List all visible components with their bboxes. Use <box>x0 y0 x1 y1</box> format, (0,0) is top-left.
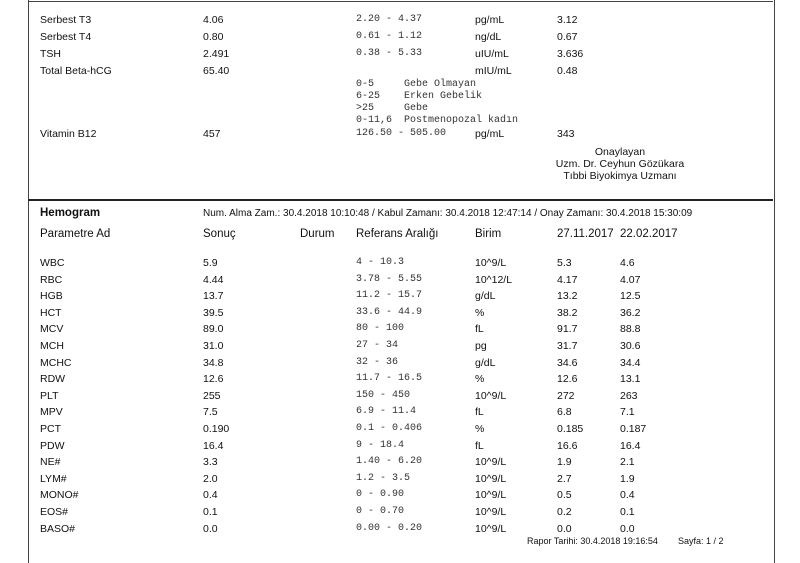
param-prev1: 0.0 <box>557 523 572 535</box>
approver-title: Tıbbi Biyokimya Uzmanı <box>563 170 677 182</box>
param-ref: 0.00 - 0.20 <box>356 523 423 534</box>
test-prev: 0.67 <box>557 31 578 43</box>
param-prev2: 0.4 <box>620 489 635 501</box>
test-ref: 0.38 - 5.33 <box>356 48 423 59</box>
col-header-param: Parametre Ad <box>40 228 111 240</box>
test-unit: ng/dL <box>475 31 502 43</box>
param-prev2: 88.8 <box>620 323 641 335</box>
test-unit: pg/mL <box>475 14 505 26</box>
param-prev2: 4.07 <box>620 274 641 286</box>
param-name: MPV <box>40 406 63 418</box>
approval-label: Onaylayan <box>594 146 646 158</box>
test-ref: 0.61 - 1.12 <box>356 31 423 42</box>
param-name: BASO# <box>40 523 76 535</box>
test-result: 457 <box>203 128 221 140</box>
hcg-ref-line: 0-11,6 Postmenopozal kadın <box>356 115 519 126</box>
param-name: MONO# <box>40 489 79 501</box>
param-unit: % <box>475 373 485 385</box>
param-unit: 10^9/L <box>475 506 507 518</box>
param-result: 0.4 <box>203 489 218 501</box>
param-prev2: 263 <box>620 390 638 402</box>
param-ref: 0.1 - 0.406 <box>356 423 423 434</box>
param-name: HGB <box>40 290 63 302</box>
param-unit: 10^9/L <box>475 456 507 468</box>
param-name: PLT <box>40 390 59 402</box>
param-unit: g/dL <box>475 357 496 369</box>
param-name: NE# <box>40 456 61 468</box>
test-ref: 2.20 - 4.37 <box>356 14 423 25</box>
test-prev: 0.48 <box>557 65 578 77</box>
param-ref: 33.6 - 44.9 <box>356 307 423 318</box>
param-prev2: 0.1 <box>620 506 635 518</box>
col-header-result: Sonuç <box>203 228 236 240</box>
param-name: MCHC <box>40 357 72 369</box>
hcg-ref-line: 0-5 Gebe Olmayan <box>356 79 477 90</box>
param-prev2: 0.0 <box>620 523 635 535</box>
approver-name: Uzm. Dr. Ceyhun Gözükara <box>555 158 685 170</box>
param-prev2: 4.6 <box>620 257 635 269</box>
param-result: 13.7 <box>203 290 224 302</box>
param-name: HCT <box>40 307 62 319</box>
sample-times: Num. Alma Zam.: 30.4.2018 10:10:48 / Kabul Zamanı: 30.4.2018 12:47:14 / Onay Zamanı: 30.4.2018 15:30:09 <box>203 208 693 219</box>
param-result: 34.8 <box>203 357 224 369</box>
param-result: 4.44 <box>203 274 224 286</box>
hcg-ref-line: 6-25 Erken Gebelik <box>356 91 483 102</box>
param-ref: 0 - 0.70 <box>356 506 405 517</box>
param-prev2: 13.1 <box>620 373 641 385</box>
col-header-date1: 27.11.2017 <box>557 228 614 240</box>
param-ref: 32 - 36 <box>356 357 399 368</box>
test-result: 2.491 <box>203 48 230 60</box>
param-prev2: 7.1 <box>620 406 635 418</box>
param-unit: % <box>475 307 485 319</box>
param-prev2: 16.4 <box>620 440 641 452</box>
param-result: 16.4 <box>203 440 224 452</box>
param-result: 5.9 <box>203 257 218 269</box>
col-header-ref: Referans Aralığı <box>356 228 439 240</box>
param-result: 3.3 <box>203 456 218 468</box>
param-result: 0.190 <box>203 423 230 435</box>
param-unit: 10^9/L <box>475 489 507 501</box>
col-header-unit: Birim <box>475 228 502 240</box>
param-prev1: 2.7 <box>557 473 572 485</box>
param-result: 255 <box>203 390 221 402</box>
param-ref: 3.78 - 5.55 <box>356 274 423 285</box>
param-unit: fL <box>475 440 484 452</box>
test-prev: 343 <box>557 128 575 140</box>
param-result: 89.0 <box>203 323 224 335</box>
param-ref: 1.40 - 6.20 <box>356 456 423 467</box>
param-unit: 10^12/L <box>475 274 513 286</box>
param-unit: 10^9/L <box>475 390 507 402</box>
param-prev1: 31.7 <box>557 340 578 352</box>
param-prev1: 6.8 <box>557 406 572 418</box>
param-result: 0.0 <box>203 523 218 535</box>
param-prev2: 12.5 <box>620 290 641 302</box>
test-name: Vitamin B12 <box>40 128 97 140</box>
param-name: EOS# <box>40 506 69 518</box>
param-ref: 80 - 100 <box>356 323 405 334</box>
param-prev2: 30.6 <box>620 340 641 352</box>
test-unit: pg/mL <box>475 128 505 140</box>
param-result: 31.0 <box>203 340 224 352</box>
param-ref: 0 - 0.90 <box>356 489 405 500</box>
test-prev: 3.636 <box>557 48 584 60</box>
param-unit: 10^9/L <box>475 473 507 485</box>
param-name: WBC <box>40 257 65 269</box>
param-unit: 10^9/L <box>475 523 507 535</box>
test-name: Total Beta-hCG <box>40 65 112 77</box>
top-border <box>28 1 773 2</box>
param-ref: 27 - 34 <box>356 340 399 351</box>
param-unit: 10^9/L <box>475 257 507 269</box>
param-prev1: 16.6 <box>557 440 578 452</box>
param-prev2: 2.1 <box>620 456 635 468</box>
param-prev1: 1.9 <box>557 456 572 468</box>
param-prev1: 91.7 <box>557 323 578 335</box>
param-prev1: 38.2 <box>557 307 578 319</box>
param-unit: fL <box>475 323 484 335</box>
param-prev1: 12.6 <box>557 373 578 385</box>
param-prev1: 0.185 <box>557 423 584 435</box>
param-prev1: 272 <box>557 390 575 402</box>
param-name: LYM# <box>40 473 67 485</box>
param-unit: % <box>475 423 485 435</box>
hcg-ref-line: >25 Gebe <box>356 103 429 114</box>
param-name: PCT <box>40 423 61 435</box>
param-ref: 1.2 - 3.5 <box>356 473 411 484</box>
test-name: Serbest T3 <box>40 14 92 26</box>
param-result: 39.5 <box>203 307 224 319</box>
param-prev1: 4.17 <box>557 274 578 286</box>
param-result: 0.1 <box>203 506 218 518</box>
report-date: Rapor Tarihi: 30.4.2018 19:16:54 <box>527 536 658 546</box>
param-result: 2.0 <box>203 473 218 485</box>
param-prev2: 0.187 <box>620 423 647 435</box>
test-result: 65.40 <box>203 65 230 77</box>
param-ref: 11.2 - 15.7 <box>356 290 423 301</box>
param-ref: 9 - 18.4 <box>356 440 405 451</box>
test-unit: mIU/mL <box>475 65 512 77</box>
param-unit: fL <box>475 406 484 418</box>
param-ref: 150 - 450 <box>356 390 411 401</box>
test-ref: 126.50 - 505.00 <box>356 128 447 139</box>
param-result: 12.6 <box>203 373 224 385</box>
param-unit: pg <box>475 340 487 352</box>
col-header-date2: 22.02.2017 <box>620 228 678 240</box>
param-unit: g/dL <box>475 290 496 302</box>
param-name: MCV <box>40 323 64 335</box>
param-prev1: 0.5 <box>557 489 572 501</box>
param-result: 7.5 <box>203 406 218 418</box>
page-number: Sayfa: 1 / 2 <box>678 536 724 546</box>
test-result: 0.80 <box>203 31 224 43</box>
param-name: PDW <box>40 440 65 452</box>
param-name: MCH <box>40 340 64 352</box>
param-prev2: 34.4 <box>620 357 641 369</box>
param-name: RDW <box>40 373 66 385</box>
param-ref: 6.9 - 11.4 <box>356 406 417 417</box>
param-prev1: 0.2 <box>557 506 572 518</box>
param-prev2: 36.2 <box>620 307 641 319</box>
test-result: 4.06 <box>203 14 224 26</box>
param-ref: 4 - 10.3 <box>356 257 405 268</box>
col-header-status: Durum <box>300 228 335 240</box>
test-prev: 3.12 <box>557 14 578 26</box>
param-prev1: 13.2 <box>557 290 578 302</box>
param-name: RBC <box>40 274 63 286</box>
section-separator <box>28 199 773 201</box>
section-title: Hemogram <box>40 207 101 219</box>
param-prev1: 5.3 <box>557 257 572 269</box>
test-unit: uIU/mL <box>475 48 509 60</box>
test-name: TSH <box>40 48 61 60</box>
test-name: Serbest T4 <box>40 31 92 43</box>
param-ref: 11.7 - 16.5 <box>356 373 423 384</box>
param-prev1: 34.6 <box>557 357 578 369</box>
param-prev2: 1.9 <box>620 473 635 485</box>
